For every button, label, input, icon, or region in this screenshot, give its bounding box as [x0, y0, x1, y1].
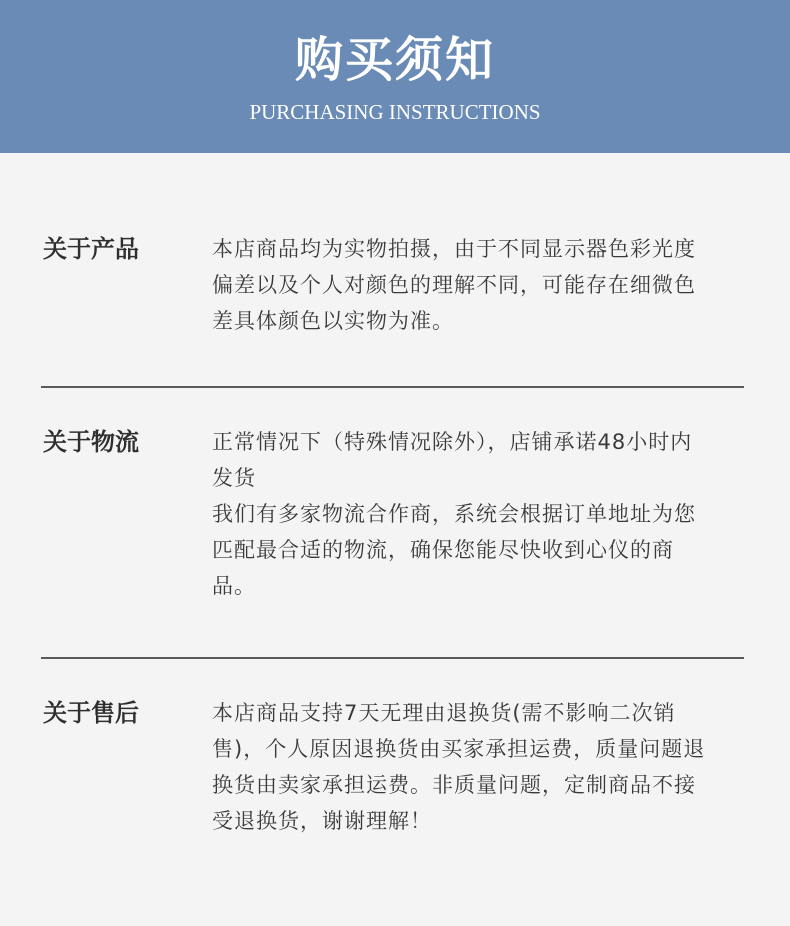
section-body-product — [212, 231, 712, 339]
section-paragraph: 正常情况下（特殊情况除外），店铺承诺48小时内发货 — [212, 430, 693, 490]
section-body-logistics — [212, 424, 712, 604]
section-label-product: 关于产品 — [43, 235, 139, 263]
divider — [41, 657, 744, 659]
divider — [41, 386, 744, 388]
section-paragraph: 本店商品均为实物拍摄，由于不同显示器色彩光度偏差以及个人对颜色的理解不同，可能存在细微色差具体颜色以实物为准。 — [212, 237, 696, 333]
page-title: 购买须知 — [294, 32, 495, 88]
section-label-logistics: 关于物流 — [43, 428, 139, 456]
section-paragraph: 本店商品支持7天无理由退换货(需不影响二次销售)，个人原因退换货由买家承担运费，质量问题退换货由卖家承担运费。非质量问题，定制商品不接受退换货，谢谢理解！ — [212, 701, 706, 833]
section-paragraph: 我们有多家物流合作商，系统会根据订单地址为您匹配最合适的物流，确保您能尽快收到心仪的商品。 — [212, 502, 696, 598]
section-label-aftersales: 关于售后 — [43, 699, 139, 727]
page-subtitle: PURCHASING INSTRUCTIONS — [249, 100, 541, 124]
section-body-aftersales — [212, 695, 712, 839]
header-banner — [0, 0, 790, 153]
